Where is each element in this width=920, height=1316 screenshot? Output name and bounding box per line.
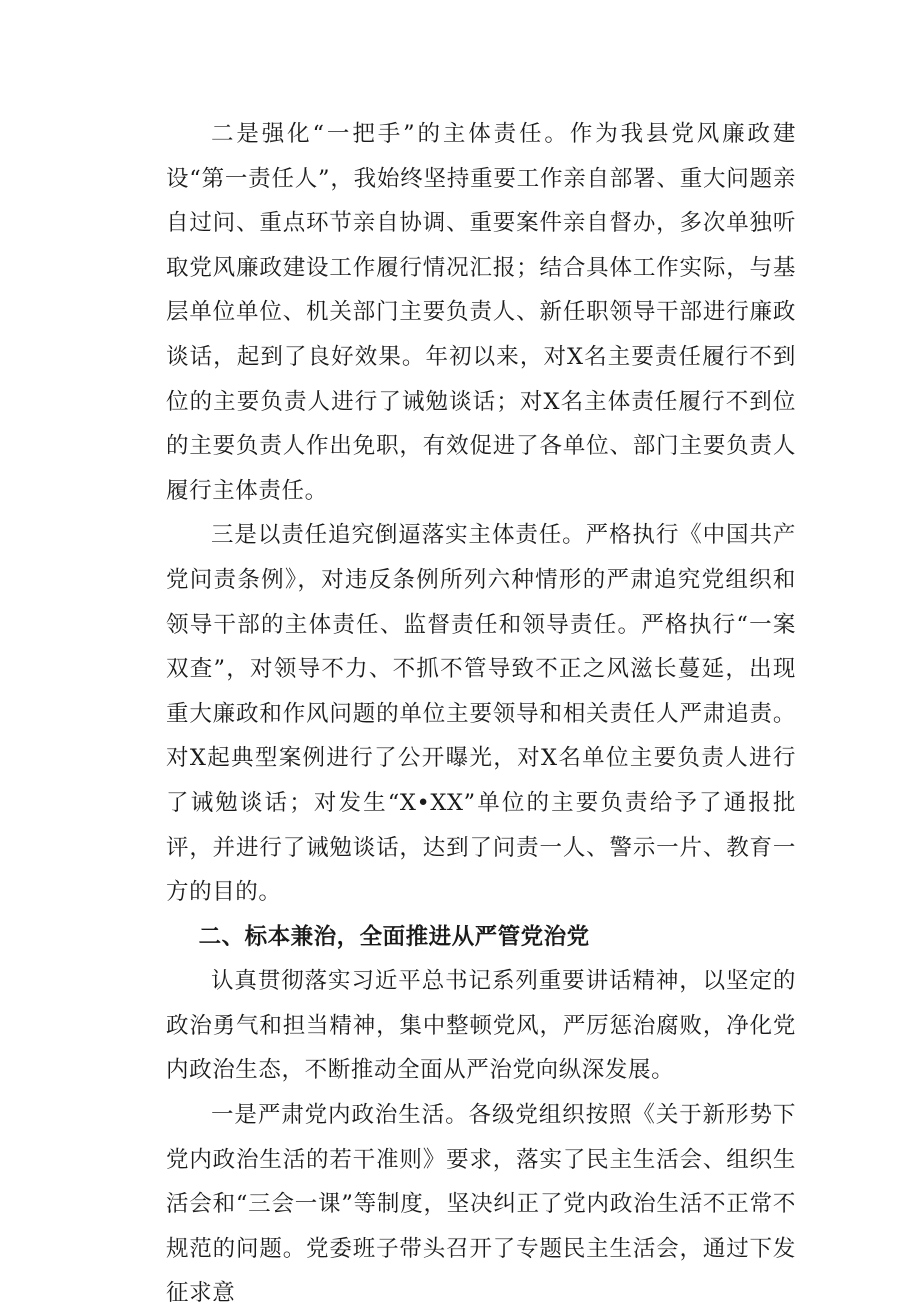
- paragraph-political-life: 一是严肃党内政治生活。各级党组织按照《关于新形势下党内政治生活的若干准则》要求，落实了民主生活会、组织生活会和“三会一课”等制度，坚决纠正了党内政治生活不正常不规范的问题。党委班子带头召开了专题民主生活会，通过下发征求意: [166, 1102, 796, 1307]
- document-body: [166, 112, 796, 1316]
- section-heading: 二、标本兼治，全面推进从严管党治党: [198, 923, 590, 950]
- paragraph-accountability: 三是以责任追究倒逼落实主体责任。严格执行《中国共产党问责条例》，对违反条例所列六种情形的严肃追究党组织和领导干部的主体责任、监督责任和领导责任。严格执行“一案双查”，对领导不力、不抓不管导致不正之风滋长蔓延，出现重大廉政和作风问题的单位主要领导和相关责任人严肃追责。对X起典型案例进行了公开曝光，对X名单位主要负责人进行了诫勉谈话；对发生“X•XX”单位的主要负责给予了通报批评，并进行了诫勉谈话，达到了问责一人、警示一片、教育一方的目的。: [166, 522, 796, 906]
- paragraph-section-intro: 认真贯彻落实习近平总书记系列重要讲话精神，以坚定的政治勇气和担当精神，集中整顿党风，严厉惩治腐败，净化党内政治生态，不断推动全面从严治党向纵深发展。: [166, 968, 796, 1084]
- paragraph-responsibility-leader: 二是强化“一把手”的主体责任。作为我县党风廉政建设“第一责任人”，我始终坚持重要工作亲自部署、重大问题亲自过问、重点环节亲自协调、重要案件亲自督办，多次单独听取党风廉政建设工作履行情况汇报；结合具体工作实际，与基层单位单位、机关部门主要负责人、新任职领导干部进行廉政谈话，起到了良好效果。年初以来，对X名主要责任履行不到位的主要负责人进行了诫勉谈话；对X名主体责任履行不到位的主要负责人作出免职，有效促进了各单位、部门主要负责人履行主体责任。: [166, 121, 796, 504]
